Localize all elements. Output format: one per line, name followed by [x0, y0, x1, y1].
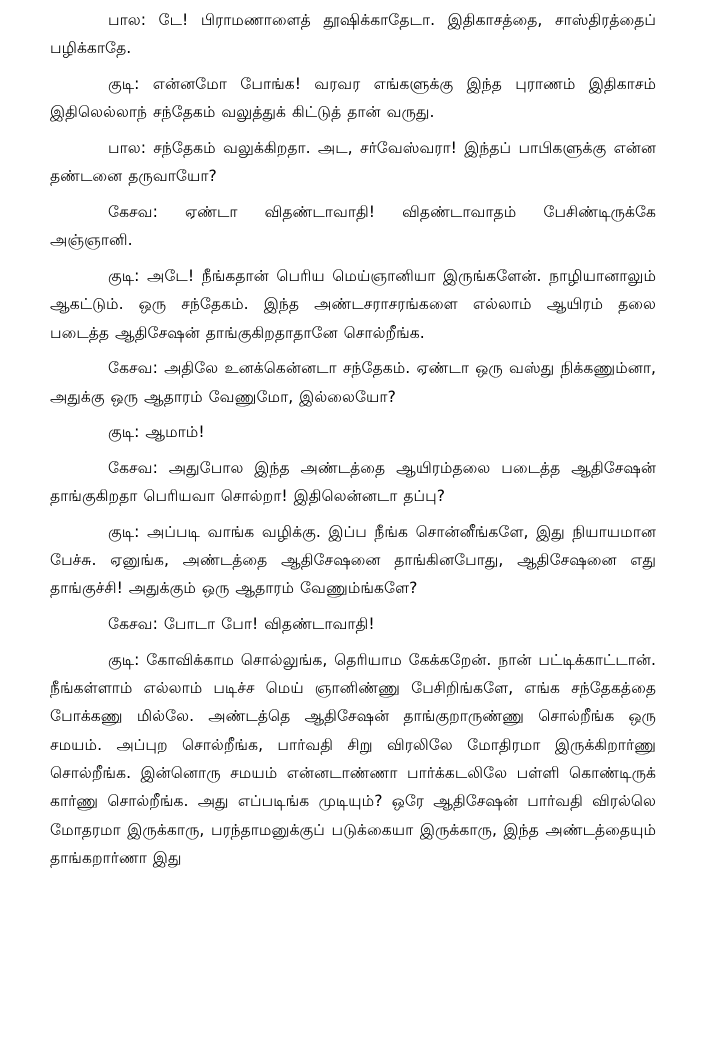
dialogue-paragraph: கேசவ: அதிலே உனக்கென்னடா சந்தேகம். ஏண்டா ஒரு வஸ்து நிக்கணும்னா, அதுக்கு ஒரு ஆதாரம் வேணுமோ, இல்லையோ?: [50, 359, 656, 406]
dialogue-paragraph: குடி: கோவிக்காம சொல்லுங்க, தெரியாம கேக்கறேன். நான் பட்டிக்காட்டான். நீங்கள்ளாம் எல்லாம் படிச்ச மெய் ஞானிண்ணு பேசிறிங்களே, எங்க சந்தேகத்தை போக்கணு மில்லே. அண்டத்தெ ஆதிசேஷன் தாங்குறாருண்ணு சொல்றீங்க ஒரு சமயம். அப்புற சொல்றீங்க, பார்வதி சிறு விரலிலே மோதிரமா இருக்கிறார்ணு சொல்றீங்க. இன்னொரு சமயம் என்னடாண்ணா பார்க்கடலிலே பள்ளி கொண்டிருக் கார்ணு சொல்றீங்க. அது எப்படிங்க முடியும்? ஒரே ஆதிசேஷன் பார்வதி விரல்லெ மோதரமா இருக்காரு, பரந்தாமனுக்குப் படுக்கையா இருக்காரு, இந்த அண்டத்தையும் தாங்கறார்ணா இது: [50, 650, 656, 867]
dialogue-paragraph: பால: சந்தேகம் வலுக்கிறதா. அட, சர்வேஸ்வரா! இந்தப் பாபிகளுக்கு என்ன தண்டனை தருவாயோ?: [50, 138, 656, 186]
document-page: [50, 6, 656, 880]
dialogue-paragraph: பால: டே! பிராமணாளைத் தூஷிக்காதேடா. இதிகாசத்தை, சாஸ்திரத்தைப் பழிக்காதே.: [50, 11, 656, 58]
dialogue-paragraph: குடி: ஆமாம்!: [108, 423, 205, 442]
dialogue-paragraph: குடி: அப்படி வாங்க வழிக்கு. இப்ப நீங்க சொன்னீங்களே, இது நியாயமான பேச்சு. ஏனுங்க, அண்டத்தை ஆதிசேஷனை தாங்கினபோது, ஆதிசேஷனை எது தாங்குச்சி! அதுக்கும் ஒரு ஆதாரம் வேணும்ங்களே?: [50, 522, 656, 598]
dialogue-paragraph: குடி: அடே! நீங்கதான் பெரிய மெய்ஞானியா இருங்களேன். நாழியானாலும் ஆகட்டும். ஒரு சந்தேகம். இந்த அண்டசராசரங்களை எல்லாம் ஆயிரம் தலை படைத்த ஆதிசேஷன் தாங்குகிறதாதானே சொல்றீங்க.: [50, 266, 656, 342]
dialogue-paragraph: குடி: என்னமோ போங்க! வரவர எங்களுக்கு இந்த புராணம் இதிகாசம் இதிலெல்லாந் சந்தேகம் வலுத்துக் கிட்டுத் தான் வருது.: [50, 74, 656, 122]
dialogue-paragraph: கேசவ: ஏண்டா விதண்டாவாதி! விதண்டாவாதம் பேசிண்டிருக்கே அஞ்ஞானி.: [50, 202, 656, 250]
dialogue-paragraph: கேசவ: போடா போ! விதண்டாவாதி!: [108, 615, 375, 634]
dialogue-paragraph: கேசவ: அதுபோல இந்த அண்டத்தை ஆயிரம்தலை படைத்த ஆதிசேஷன் தாங்குகிறதா பெரியவா சொல்றா! இதிலென்னடா தப்பு?: [50, 458, 656, 506]
